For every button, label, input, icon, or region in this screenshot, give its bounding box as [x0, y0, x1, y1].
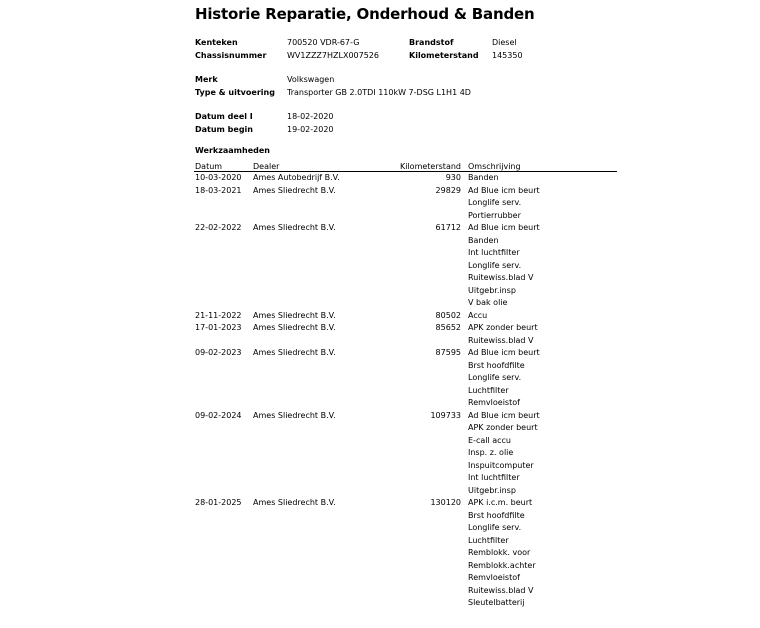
description-item: Banden	[468, 235, 499, 245]
row-kilometerstand: 80502	[435, 310, 461, 320]
row-dealer: Ames Sliedrecht B.V.	[253, 410, 336, 420]
datum-begin-value: 19-02-2020	[287, 125, 334, 134]
brandstof-value: Diesel	[492, 38, 517, 47]
description-item: Int luchtfilter	[468, 248, 520, 257]
row-date: 18-03-2021	[195, 185, 242, 195]
table-row	[195, 222, 615, 310]
description-item: Inspuitcomputer	[468, 460, 534, 470]
row-kilometerstand: 130120	[430, 498, 461, 507]
description-item: Remblokk. voor	[468, 548, 531, 557]
description-item: Ruitewiss.blad V	[468, 273, 534, 282]
description-item: Remblokk.achter	[468, 560, 536, 570]
description-item: Ruitewiss.blad V	[468, 585, 534, 595]
column-header-km: Kilometerstand	[399, 162, 461, 171]
description-item: Longlife serv.	[468, 373, 522, 382]
row-date: 09-02-2023	[195, 348, 242, 357]
row-description	[468, 222, 540, 310]
row-dealer: Ames Sliedrecht B.V.	[253, 310, 336, 320]
row-date: 17-01-2023	[195, 323, 242, 332]
description-item: Brst hoofdfilte	[468, 510, 525, 520]
chassis-label: Chassisnummer	[195, 51, 267, 60]
table-row	[195, 185, 615, 223]
row-description	[468, 172, 499, 185]
row-dealer: Ames Sliedrecht B.V.	[253, 185, 336, 195]
description-item: Ad Blue icm beurt	[468, 223, 540, 232]
description-item: E-call accu	[468, 435, 511, 445]
work-table	[195, 172, 615, 610]
table-row	[195, 322, 615, 347]
brandstof-label: Brandstof	[409, 38, 454, 47]
row-description	[468, 185, 540, 223]
description-item: Sleutelbatterij	[468, 598, 525, 607]
column-header-dealer: Dealer	[253, 162, 280, 171]
row-date: 28-01-2025	[195, 498, 242, 507]
table-row	[195, 410, 615, 498]
description-item: Ad Blue icm beurt	[468, 185, 540, 195]
description-item: Portierrubber	[468, 210, 521, 220]
row-dealer: Ames Sliedrecht B.V.	[253, 323, 336, 332]
description-item: V bak olie	[468, 298, 508, 307]
datum-deel1-value: 18-02-2020	[287, 112, 334, 121]
column-header-desc: Omschrijving	[468, 162, 521, 171]
row-date: 09-02-2024	[195, 410, 242, 420]
row-date: 21-11-2022	[195, 310, 242, 320]
description-item: Banden	[468, 173, 499, 182]
description-item: APK i.c.m. beurt	[468, 498, 533, 507]
table-row	[195, 310, 615, 323]
row-kilometerstand: 61712	[435, 223, 461, 232]
row-date: 22-02-2022	[195, 223, 242, 232]
row-dealer: Ames Sliedrecht B.V.	[253, 223, 336, 232]
description-item: Luchtfilter	[468, 535, 509, 545]
row-dealer: Ames Sliedrecht B.V.	[253, 348, 336, 357]
row-description	[468, 410, 540, 498]
row-dealer: Ames Autobedrijf B.V.	[253, 173, 340, 182]
kmstand-label: Kilometerstand	[409, 51, 479, 60]
kmstand-value: 145350	[492, 51, 523, 60]
description-item: Remvloeistof	[468, 398, 520, 407]
row-description	[468, 347, 540, 410]
description-item: Longlife serv.	[468, 198, 522, 207]
table-row	[195, 497, 615, 610]
description-item: Ruitewiss.blad V	[468, 335, 534, 345]
type-value: Transporter GB 2.0TDI 110kW 7-DSG L1H1 4D	[287, 88, 471, 97]
description-item: APK zonder beurt	[468, 423, 538, 432]
description-item: Int luchtfilter	[468, 473, 520, 482]
row-kilometerstand: 29829	[435, 185, 461, 195]
description-item: Longlife serv.	[468, 523, 522, 532]
description-item: Ad Blue icm beurt	[468, 348, 540, 357]
row-kilometerstand: 930	[445, 173, 461, 182]
table-row	[195, 347, 615, 410]
kenteken-label: Kenteken	[195, 38, 238, 47]
row-description	[468, 310, 487, 323]
description-item: Longlife serv.	[468, 260, 522, 270]
datum-begin-label: Datum begin	[195, 125, 253, 134]
row-description	[468, 322, 538, 347]
chassis-value: WV1ZZZ7HZLX007526	[287, 51, 379, 60]
page-title: Historie Reparatie, Onderhoud & Banden	[195, 5, 535, 23]
description-item: Remvloeistof	[468, 573, 520, 582]
row-kilometerstand: 109733	[430, 410, 461, 420]
section-title: Werkzaamheden	[195, 146, 270, 155]
row-description	[468, 497, 536, 610]
column-header-date: Datum	[195, 162, 223, 171]
kenteken-value: 700520 VDR-67-G	[287, 38, 360, 47]
merk-label: Merk	[195, 75, 218, 84]
description-item: Brst hoofdfilte	[468, 360, 525, 370]
row-dealer: Ames Sliedrecht B.V.	[253, 498, 336, 507]
datum-deel1-label: Datum deel I	[195, 112, 253, 121]
type-label: Type & uitvoering	[195, 88, 275, 97]
description-item: Uitgebr.insp	[468, 285, 516, 295]
row-date: 10-03-2020	[195, 173, 242, 182]
table-row	[195, 172, 615, 185]
row-kilometerstand: 87595	[435, 348, 461, 357]
description-item: Ad Blue icm beurt	[468, 410, 540, 420]
row-kilometerstand: 85652	[435, 323, 461, 332]
description-item: Accu	[468, 310, 488, 320]
description-item: Uitgebr.insp	[468, 485, 516, 495]
merk-value: Volkswagen	[287, 75, 335, 84]
description-item: APK zonder beurt	[468, 323, 538, 332]
description-item: Insp. z. olie	[468, 448, 514, 457]
description-item: Luchtfilter	[468, 385, 509, 395]
